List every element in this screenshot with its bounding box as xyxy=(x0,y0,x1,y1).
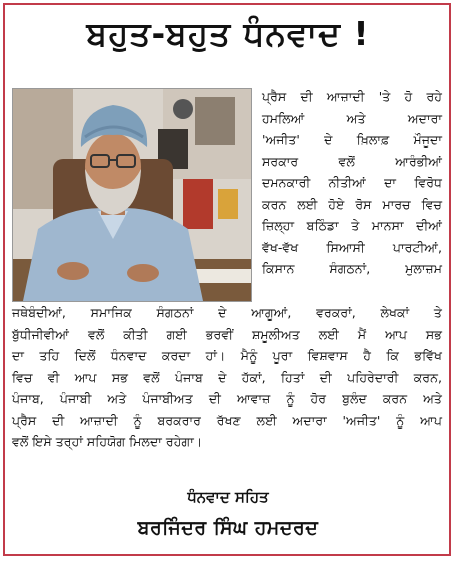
body-line: ਵੱਖ-ਵੱਖ ਸਿਆਸੀ ਪਾਰਟੀਆਂ, xyxy=(262,239,442,255)
body-line: ਪੰਜਾਬ, ਪੰਜਾਬੀ ਅਤੇ ਪੰਜਾਬੀਅਤ ਦੀ ਆਵਾਜ਼ ਨੂੰ ਹੋਰ ਬੁਲੰਦ ਕਰਨ ਅਤੇ xyxy=(12,391,442,406)
body-line: 'ਅਜੀਤ' ਦੇ ਖ਼ਿਲਾਫ਼ ਮੌਜੂਦਾ xyxy=(262,132,442,147)
body-line: ਦਮਨਕਾਰੀ ਨੀਤੀਆਂ ਦਾ ਵਿਰੋਧ xyxy=(262,175,442,190)
body-text-column xyxy=(262,86,442,280)
closing-line: ਧੰਨਵਾਦ ਸਹਿਤ xyxy=(187,488,269,506)
body-line: ਜਥੇਬੰਦੀਆਂ, ਸਮਾਜਿਕ ਸੰਗਠਨਾਂ ਦੇ ਆਗੂਆਂ, ਵਰਕਰਾਂ, ਲੇਖਕਾਂ ਤੇ xyxy=(12,305,442,320)
body-line: ਬੁੱਧੀਜੀਵੀਆਂ ਵਲੋਂ ਕੀਤੀ ਗਈ ਭਰਵੀਂ ਸ਼ਮੂਲੀਅਤ ਲਈ ਮੈਂ ਆਪ ਸਭ xyxy=(12,326,442,342)
body-line: ਪ੍ਰੈਸ ਦੀ ਆਜ਼ਾਦੀ ਨੂੰ ਬਰਕਰਾਰ ਰੱਖਣ ਲਈ ਅਦਾਰਾ 'ਅਜੀਤ' ਨੂੰ ਆਪ xyxy=(12,412,442,428)
body-line: ਕਰਨ ਲਈ ਹੋਏ ਰੋਸ ਮਾਰਚ ਵਿਚ xyxy=(262,196,442,212)
signature-name: ਬਰਜਿੰਦਰ ਸਿੰਘ ਹਮਦਰਦ xyxy=(137,517,319,539)
body-line: ਸਰਕਾਰ ਵਲੋਂ ਆਰੰਭੀਆਂ xyxy=(262,153,442,169)
portrait-illustration xyxy=(13,89,251,301)
body-line: ਦਾ ਤਹਿ ਦਿਲੋਂ ਧੰਨਵਾਦ ਕਰਦਾ ਹਾਂ। ਮੈਨੂੰ ਪੂਰਾ ਵਿਸ਼ਵਾਸ ਹੈ ਕਿ ਭਵਿੱਖ xyxy=(12,348,442,363)
body-line: ਵਲੋਂ ਇਸੇ ਤਰ੍ਹਾਂ ਸਹਿਯੋਗ ਮਿਲਦਾ ਰਹੇਗਾ। xyxy=(12,434,203,449)
body-text-full-width xyxy=(12,302,442,453)
body-line: ਵਿਚ ਵੀ ਆਪ ਸਭ ਵਲੋਂ ਪੰਜਾਬ ਦੇ ਹੱਕਾਂ, ਹਿਤਾਂ ਦੀ ਪਹਿਰੇਦਾਰੀ ਕਰਨ, xyxy=(12,369,442,385)
body-line: ਪ੍ਰੈਸ ਦੀ ਆਜ਼ਾਦੀ 'ਤੇ ਹੋ ਰਹੇ xyxy=(262,89,442,104)
headline: ਬਹੁਤ-ਬਹੁਤ ਧੰਨਵਾਦ ! xyxy=(86,14,370,53)
body-line: ਕਿਸਾਨ ਸੰਗਠਨਾਂ, ਮੁਲਾਜ਼ਮ xyxy=(262,261,442,276)
body-line: ਜ਼ਿਲ੍ਹਾ ਬਠਿੰਡਾ ਤੇ ਮਾਨਸਾ ਦੀਆਂ xyxy=(262,218,442,233)
body-line: ਹਮਲਿਆਂ ਅਤੇ ਅਦਾਰਾ xyxy=(262,110,442,126)
portrait-photo xyxy=(12,88,252,302)
